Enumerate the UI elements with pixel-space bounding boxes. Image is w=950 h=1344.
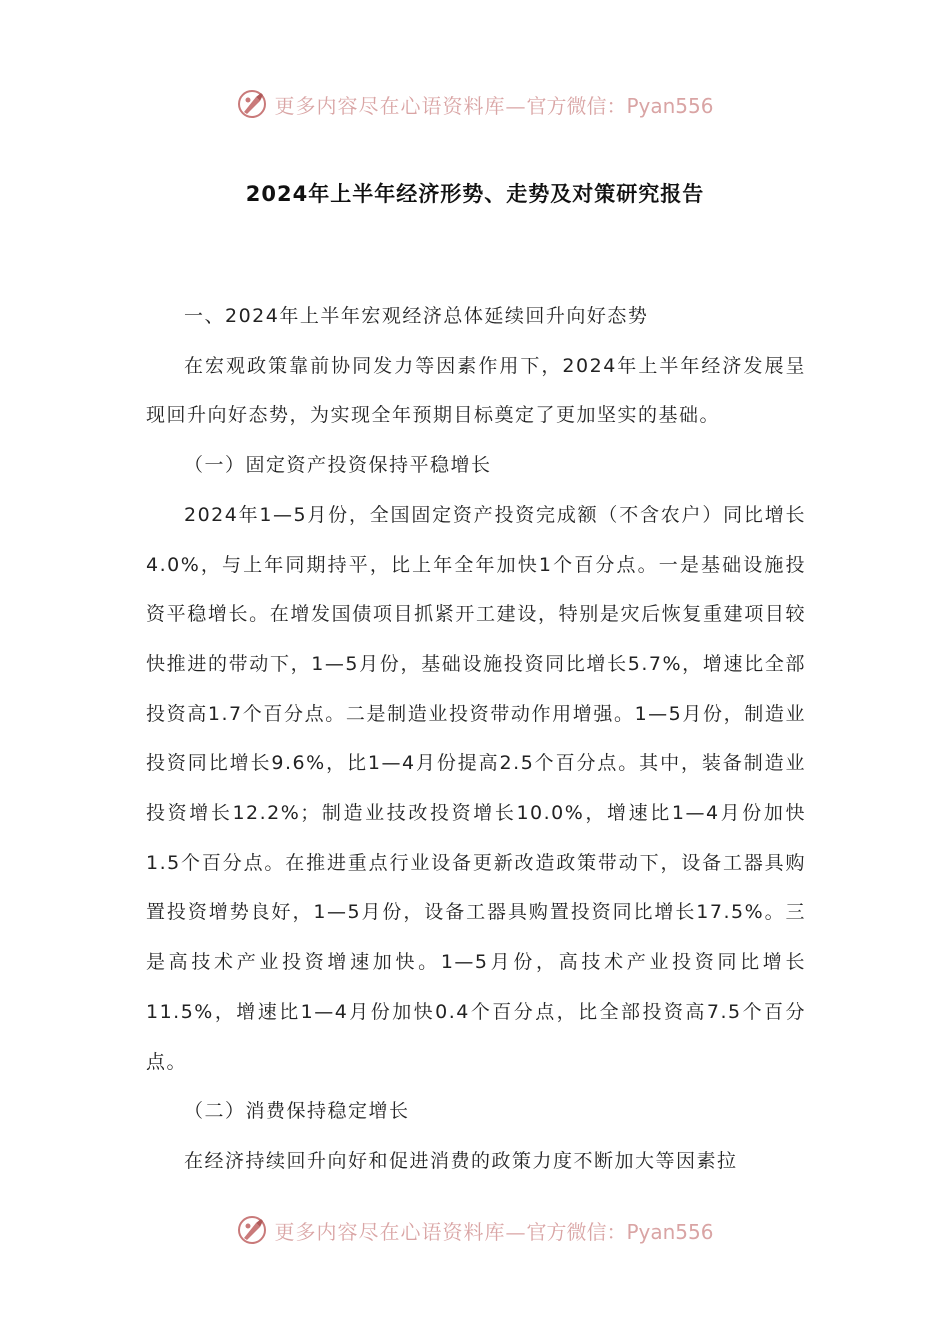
header-banner [0,84,950,124]
banner-separator: — [505,1219,527,1244]
pen-nib-logo-icon [236,1214,268,1246]
subsection-heading-1: （一）固定资产投资保持平稳增长 [184,454,492,477]
banner-main-text: 更多内容尽在心语资料库 [274,93,506,118]
section-heading-1: 一、2024年上半年宏观经济总体延续回升向好态势 [184,305,649,327]
document-title: 2024年上半年经济形势、走势及对策研究报告 [245,182,705,206]
footer-banner [0,1210,950,1250]
banner-text [274,1216,713,1245]
banner-main-text: 更多内容尽在心语资料库 [274,1219,506,1244]
subsection-heading-2: （二）消费保持稳定增长 [184,1100,410,1123]
banner-wechat: 官方微信：Pyan556 [526,1219,714,1244]
body-paragraph-intro: 在宏观政策靠前协同发力等因素作用下，2024年上半年经济发展呈现回升向好态势，为实现全年预期目标奠定了更加坚实的基础。 [146,354,806,427]
banner-text [274,90,713,119]
banner-separator: — [505,93,527,118]
document-body [146,292,806,1187]
body-paragraph-investment: 2024年1—5月份，全国固定资产投资完成额（不含农户）同比增长4.0%，与上年同期持平，比上年全年加快1个百分点。一是基础设施投资平稳增长。在增发国债项目抓紧开工建设，特别是灾后恢复重建项目较快推进的带动下，1—5月份，基础设施投资同比增长5.7%，增速比全部投资高1.7个百分点。二是制造业投资带动作用增强。1—5月份，制造业投资同比增长9.6%，比1—4月份提高2.5个百分点。其中，装备制造业投资增长12.2%；制造业技改投资增长10.0%，增速比1—4月份加快1.5个百分点。在推进重点行业设备更新改造政策带动下，设备工器具购置投资增势良好，1—5月份，设备工器具购置投资同比增长17.5%。三是高技术产业投资增速加快。1—5月份，高技术产业投资同比增长11.5%，增速比1—4月份加快0.4个百分点，比全部投资高7.5个百分点。 [146,503,806,1073]
banner-wechat: 官方微信：Pyan556 [526,93,714,118]
pen-nib-logo-icon [236,88,268,120]
body-paragraph-consumption: 在经济持续回升向好和促进消费的政策力度不断加大等因素拉 [184,1149,738,1172]
